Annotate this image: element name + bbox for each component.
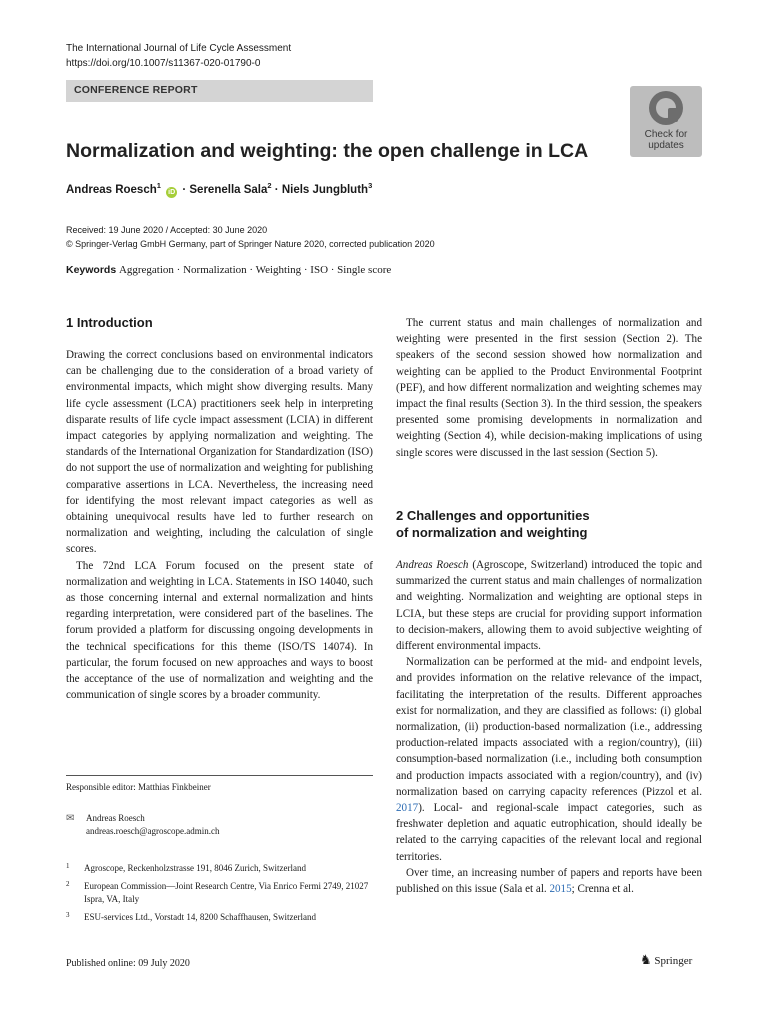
- heading-line: 2 Challenges and opportunities: [396, 508, 590, 523]
- author-affiliation-sup: 3: [368, 181, 373, 190]
- affiliation-text: European Commission—Joint Research Centre, Via Enrico Fermi 2749, 21027 Ispra, VA, Italy: [84, 881, 369, 904]
- affiliation-item: [66, 862, 376, 875]
- article-type-label: CONFERENCE REPORT: [74, 84, 198, 96]
- publication-dates: [66, 223, 435, 251]
- paragraph-text: Over time, an increasing number of papers and reports have been published on this issue (Sala et al.: [396, 866, 702, 896]
- affiliation-number: 1: [66, 862, 70, 870]
- author-list: [66, 181, 372, 198]
- paragraph: The current status and main challenges of normalization and weighting were presented in the first session (Section 2). The speakers of the second session showed how normalization and weighting can be applied to the Product Environmental Footprint (PEF), and how different normalization and weighting schemes may impact the final results (Section 3). In the third session, the speakers presented some promising developments in normalization and weighting (Section 4), while decision-making implications of using single scores were discussed in the last session (Section 5).: [396, 317, 702, 459]
- affiliation-number: 3: [66, 911, 70, 919]
- springer-horse-icon: ♞: [640, 952, 652, 967]
- keywords-label: Keywords: [66, 264, 117, 276]
- citation-link[interactable]: 2015: [549, 883, 572, 896]
- section-heading-challenges: [396, 507, 590, 541]
- author-name[interactable]: Andreas Roesch: [66, 183, 157, 196]
- article-title: Normalization and weighting: the open challenge in LCA: [66, 140, 589, 162]
- paragraph-text: ; Crenna et al.: [571, 883, 634, 896]
- check-for-updates-badge[interactable]: [630, 86, 702, 157]
- paragraph: [396, 654, 702, 865]
- citation-link[interactable]: 2017: [396, 802, 419, 815]
- speaker-name: Andreas Roesch: [396, 559, 469, 571]
- introduction-body: [66, 347, 373, 703]
- heading-line: of normalization and weighting: [396, 525, 588, 540]
- affiliation-text: ESU-services Ltd., Vorstadt 14, 8200 Schaffhausen, Switzerland: [84, 912, 316, 922]
- corresponding-author-name: Andreas Roesch: [86, 813, 145, 823]
- affiliation-text: Agroscope, Reckenholzstrasse 191, 8046 Zurich, Switzerland: [84, 863, 306, 873]
- paragraph: [396, 557, 702, 654]
- footnote-divider: [66, 775, 373, 776]
- journal-header: [66, 41, 291, 71]
- author-name[interactable]: Niels Jungbluth: [281, 183, 369, 196]
- badge-line-1: Check for: [644, 129, 688, 140]
- paragraph: [396, 865, 702, 897]
- affiliation-item: [66, 911, 376, 924]
- envelope-icon: ✉: [66, 813, 75, 824]
- author-name[interactable]: Serenella Sala: [189, 183, 268, 196]
- badge-line-2: updates: [648, 140, 684, 151]
- doi-link[interactable]: https://doi.org/10.1007/s11367-020-01790-0: [66, 58, 261, 69]
- section-heading-introduction: 1 Introduction: [66, 315, 153, 330]
- paragraph: Drawing the correct conclusions based on environmental indicators can be challenging due to the consideration of a broad variety of environmental impacts, which might show diverging results. Many life cycle assessment (LCA) practitioners seek help in interpreting disparate results of life cycle impact assessment (LCIA) in different impact categories by applying normalization and weighting. The standards of the International Organization for Standardization (ISO) do not support the use of normalization and weighting for publishing comparative assertions in LCA. Nevertheless, the increasing need for identifying the most relevant impact categories as well as obtaining unequivocal results have led to further research on normalization and weighting, including the calculation of single scores.: [66, 349, 373, 556]
- paragraph-text: (Agroscope, Switzerland) introduced the topic and summarized the current status and main challenges of normalization and weighting. Normalization and weighting are optional steps in LCIA, but these steps are crucial for providing support information to decision-makers, allowing them to avoid subjective weighting of different environmental impacts.: [396, 559, 703, 653]
- author-affiliation-sup: 2: [267, 181, 272, 190]
- paragraph: The 72nd LCA Forum focused on the present state of normalization and weighting in LCA. Statements in ISO 14040, such as those concerning internal and external normalization and hints regarding interpretation, were considered part of the baselines. The forum provided a platform for discussing ongoing developments in the technical specifications for this theme (ISO/TS 14074). In particular, the forum focused on new approaches and ways to boost the acceptance of the use of normalization and weighting and the communication of single scores by a broader community.: [66, 559, 373, 702]
- corresponding-author-email[interactable]: andreas.roesch@agroscope.admin.ch: [86, 826, 220, 836]
- paragraph-text: Normalization can be performed at the mid- and endpoint levels, and provides information on the relative relevance of the impact, facilitating the interpretation of the results. Different approaches exist for normalization, and they are classified as follows: (i) global normalization, (ii) production-based normalization (i.e., addressing production-related impacts associated with a region/country), (iii) consumption-based normalization (i.e., including both consumption and production impacts associated with a region/country), and (iv) normalization based on carrying capacity references (Pizzol et al.: [396, 656, 702, 798]
- overview-body: [396, 315, 702, 461]
- responsible-editor: Responsible editor: Matthias Finkbeiner: [66, 782, 211, 792]
- affiliation-number: 2: [66, 880, 70, 888]
- corresponding-author: [66, 812, 366, 838]
- author-affiliation-sup: 1: [156, 181, 161, 190]
- journal-name: The International Journal of Life Cycle Assessment: [66, 43, 292, 54]
- update-check-icon: [649, 91, 683, 125]
- orcid-icon[interactable]: iD: [168, 188, 176, 196]
- publisher-logo: [640, 952, 692, 968]
- keywords-text: Aggregation · Normalization · Weighting · ISO · Single score: [118, 264, 392, 276]
- published-online: Published online: 09 July 2020: [66, 958, 190, 969]
- affiliation-item: [66, 880, 376, 906]
- article-type-banner: [66, 80, 373, 102]
- received-accepted: Received: 19 June 2020 / Accepted: 30 June 2020: [66, 225, 268, 235]
- paragraph-text: ). Local- and regional-scale impact categories, such as freshwater depletion and aquatic eutrophication, should ideally be related to the carrying capacities of the relevant local and regional territories.: [396, 802, 702, 863]
- author-separator: ·: [182, 183, 187, 196]
- publisher-name: Springer: [654, 955, 693, 967]
- keywords-line: [66, 264, 391, 276]
- copyright-line: © Springer-Verlag GmbH Germany, part of Springer Nature 2020, corrected publication 2020: [66, 239, 435, 249]
- challenges-body: [396, 557, 702, 897]
- author-separator: ·: [274, 183, 279, 196]
